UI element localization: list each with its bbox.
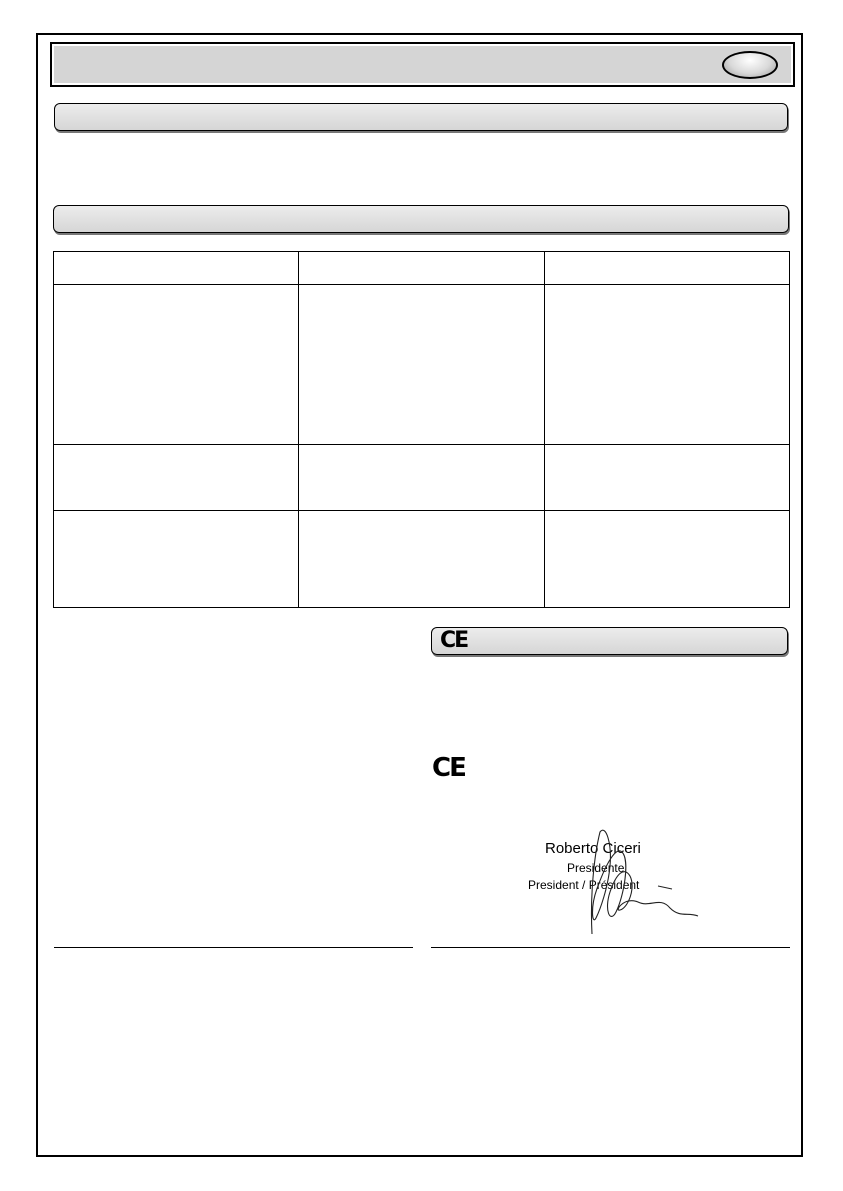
table-cell bbox=[299, 445, 544, 511]
signatory-title-en-fr: President / Président bbox=[528, 878, 640, 892]
section-heading-bar-2 bbox=[53, 205, 789, 233]
divider-left bbox=[54, 947, 413, 948]
table-row bbox=[54, 445, 790, 511]
table-cell bbox=[544, 285, 789, 445]
table-cell bbox=[544, 445, 789, 511]
table-header-row bbox=[54, 252, 790, 285]
table-cell bbox=[299, 285, 544, 445]
table-cell bbox=[54, 285, 299, 445]
table-header-cell bbox=[544, 252, 789, 285]
ce-mark-icon: CE bbox=[432, 753, 465, 783]
spec-table bbox=[53, 251, 790, 608]
table-header-cell bbox=[54, 252, 299, 285]
divider-right bbox=[431, 947, 790, 948]
handwritten-signature bbox=[520, 826, 710, 936]
table-row bbox=[54, 511, 790, 608]
table-header-cell bbox=[299, 252, 544, 285]
table-cell bbox=[299, 511, 544, 608]
table-cell bbox=[544, 511, 789, 608]
section-heading-bar-1 bbox=[54, 103, 788, 131]
table-row bbox=[54, 285, 790, 445]
language-badge bbox=[722, 51, 778, 79]
signature-block bbox=[520, 826, 710, 936]
ce-section-heading-bar bbox=[431, 627, 788, 655]
table-cell bbox=[54, 511, 299, 608]
signatory-title-it: Presidente bbox=[567, 861, 625, 875]
table-cell bbox=[54, 445, 299, 511]
ce-mark-icon: CE bbox=[440, 628, 468, 653]
signatory-name: Roberto Ciceri bbox=[545, 840, 641, 857]
document-header-bar bbox=[50, 42, 795, 87]
